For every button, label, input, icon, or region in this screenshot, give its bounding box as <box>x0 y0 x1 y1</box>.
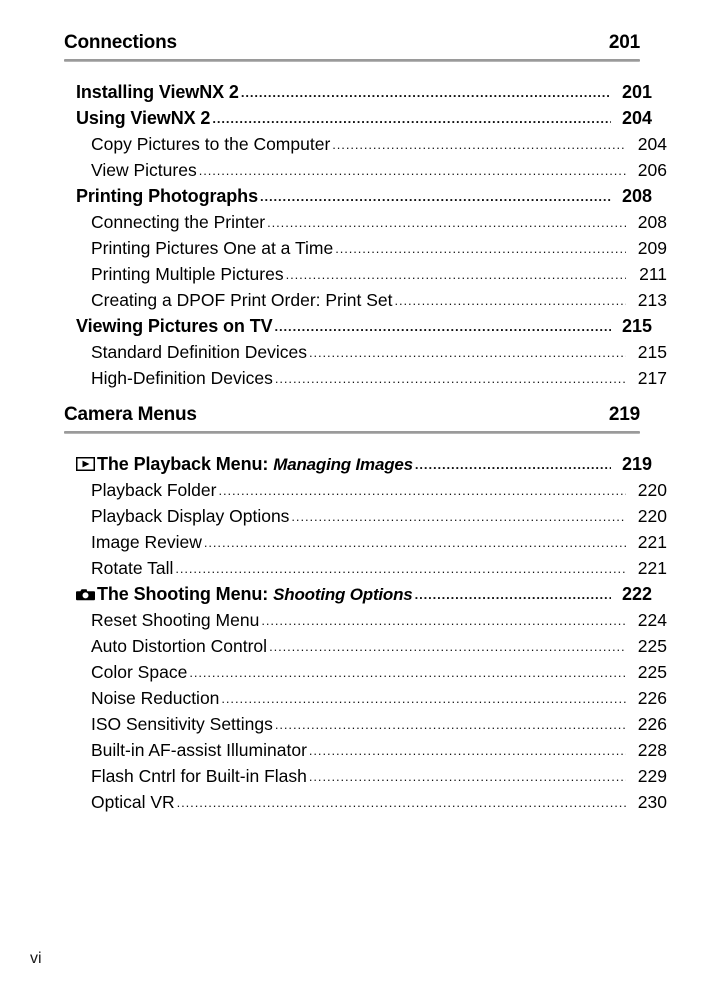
toc-entry[interactable] <box>64 659 667 685</box>
dot-leader <box>309 764 626 790</box>
toc-entry-page-number: 230 <box>637 792 667 812</box>
playback-icon <box>76 457 97 471</box>
toc-entry-label <box>91 503 289 529</box>
dot-leader <box>415 452 611 478</box>
dot-leader <box>260 184 611 210</box>
toc-entry-title: Creating a DPOF Print Order: Print Set <box>91 290 393 310</box>
dot-leader <box>189 660 626 686</box>
dot-leader <box>291 504 626 530</box>
toc-entry[interactable] <box>64 685 667 711</box>
toc-entry-subtitle: Shooting Options <box>273 585 413 604</box>
toc-entry-label <box>91 529 202 555</box>
section-page-number: 201 <box>608 32 640 53</box>
toc-entry-subtitle: Managing Images <box>273 455 413 474</box>
toc-entry[interactable] <box>64 313 652 339</box>
dot-leader <box>177 790 626 816</box>
toc-entry-title: Playback Folder <box>91 480 217 500</box>
toc-entry-title: Optical VR <box>91 792 175 812</box>
toc-entry-page-number: 226 <box>637 714 667 734</box>
toc-entry-label <box>91 157 197 183</box>
toc-entry[interactable] <box>64 529 667 555</box>
toc-entry-page-number: 213 <box>637 290 667 310</box>
dot-leader <box>286 262 626 288</box>
toc-entry[interactable] <box>64 131 667 157</box>
toc-entry-label <box>91 711 273 737</box>
toc-entry[interactable] <box>64 183 652 209</box>
toc-entry-label <box>91 685 219 711</box>
toc-entry-page-number: 224 <box>637 610 667 630</box>
toc-entry-page-number: 204 <box>637 134 667 154</box>
dot-leader <box>275 712 626 738</box>
dot-leader <box>332 132 626 158</box>
toc-entry[interactable] <box>64 477 667 503</box>
dot-leader <box>204 530 626 556</box>
dot-leader <box>267 210 626 236</box>
toc-entry-page-number: 229 <box>637 766 667 786</box>
toc-entry[interactable] <box>64 209 667 235</box>
dot-leader <box>269 634 626 660</box>
toc-entry[interactable] <box>64 581 652 607</box>
camera-icon <box>76 587 97 601</box>
toc-entry-label <box>91 633 267 659</box>
toc-entry-title: Rotate Tall <box>91 558 174 578</box>
toc-entry-page-number: 204 <box>621 108 652 128</box>
toc-entry[interactable] <box>64 339 667 365</box>
toc-entry[interactable] <box>64 105 652 131</box>
toc-entry-list-connections <box>64 79 667 391</box>
section-divider <box>64 59 640 62</box>
toc-entry-page-number: 211 <box>639 264 667 284</box>
dot-leader <box>415 582 611 608</box>
toc-entry-title: Image Review <box>91 532 202 552</box>
section-camera-menus <box>64 404 640 434</box>
toc-entry-title: Connecting the Printer <box>91 212 266 232</box>
toc-entry-page-number: 215 <box>637 342 667 362</box>
dot-leader <box>395 288 627 314</box>
toc-entry-title: Printing Multiple Pictures <box>91 264 284 284</box>
toc-entry-title: View Pictures <box>91 160 197 180</box>
toc-entry[interactable] <box>64 235 667 261</box>
section-header <box>64 404 640 426</box>
section-title: Camera Menus <box>64 404 197 425</box>
section-page-number: 219 <box>608 404 640 425</box>
toc-entry-title: High-Definition Devices <box>91 368 273 388</box>
toc-entry[interactable] <box>64 157 667 183</box>
toc-entry-title: The Shooting Menu: <box>97 584 269 604</box>
toc-entry[interactable] <box>64 79 652 105</box>
toc-entry-page-number: 221 <box>637 558 667 578</box>
section-title: Connections <box>64 32 177 53</box>
toc-entry-page-number: 225 <box>637 636 667 656</box>
dot-leader <box>212 106 611 132</box>
toc-entry-label <box>76 451 413 478</box>
toc-entry-title: Printing Pictures One at a Time <box>91 238 334 258</box>
toc-entry-label <box>76 79 239 105</box>
toc-entry[interactable] <box>64 365 667 391</box>
toc-entry[interactable] <box>64 555 667 581</box>
toc-entry-page-number: 225 <box>637 662 667 682</box>
toc-entry-label <box>91 261 284 287</box>
dot-leader <box>261 608 626 634</box>
toc-entry-label <box>91 365 273 391</box>
toc-entry-title: Installing ViewNX 2 <box>76 82 239 102</box>
toc-entry[interactable] <box>64 287 667 313</box>
toc-entry-title: The Playback Menu: <box>97 454 269 474</box>
toc-entry[interactable] <box>64 451 652 477</box>
dot-leader <box>309 340 626 366</box>
toc-entry-title: Flash Cntrl for Built-in Flash <box>91 766 307 786</box>
section-connections <box>64 32 640 62</box>
toc-entry-title: Using ViewNX 2 <box>76 108 211 128</box>
section-header <box>64 32 640 54</box>
toc-entry-title: Printing Photographs <box>76 186 258 206</box>
toc-entry[interactable] <box>64 261 667 287</box>
toc-entry-page-number: 226 <box>637 688 667 708</box>
toc-entry-page-number: 208 <box>637 212 667 232</box>
toc-entry-page-number: 208 <box>621 186 652 206</box>
toc-entry-label <box>76 313 273 339</box>
toc-entry-page-number: 206 <box>637 160 667 180</box>
toc-entry[interactable] <box>64 607 667 633</box>
toc-entry-page-number: 215 <box>621 316 652 336</box>
toc-entry-label <box>91 339 307 365</box>
toc-entry[interactable] <box>64 737 667 763</box>
toc-entry-page-number: 220 <box>637 506 667 526</box>
toc-entry-page-number: 219 <box>621 454 652 474</box>
toc-entry-label <box>91 209 265 235</box>
toc-entry-page-number: 220 <box>637 480 667 500</box>
toc-entry-list-camera-menus <box>64 451 667 815</box>
toc-entry-page-number: 222 <box>621 584 652 604</box>
toc-entry[interactable] <box>64 711 667 737</box>
toc-entry-title: Color Space <box>91 662 188 682</box>
toc-entry-label <box>76 581 413 608</box>
toc-entry-label <box>91 555 173 581</box>
toc-entry-title: Standard Definition Devices <box>91 342 307 362</box>
toc-entry-label <box>91 607 259 633</box>
toc-entry-title: Viewing Pictures on TV <box>76 316 273 336</box>
dot-leader <box>241 80 611 106</box>
toc-entry-title: Reset Shooting Menu <box>91 610 260 630</box>
toc-entry[interactable] <box>64 633 667 659</box>
toc-entry-page-number: 209 <box>637 238 667 258</box>
toc-entry-title: Built-in AF-assist Illuminator <box>91 740 307 760</box>
dot-leader <box>309 738 626 764</box>
dot-leader <box>221 686 626 712</box>
toc-entry-label <box>76 105 210 131</box>
toc-entry-label <box>91 287 393 313</box>
toc-entry-label <box>91 763 307 789</box>
toc-entry-title: Noise Reduction <box>91 688 220 708</box>
dot-leader <box>275 314 611 340</box>
toc-entry-title: ISO Sensitivity Settings <box>91 714 273 734</box>
dot-leader <box>335 236 626 262</box>
toc-entry[interactable] <box>64 789 667 815</box>
toc-entry-title: Playback Display Options <box>91 506 290 526</box>
toc-entry[interactable] <box>64 503 667 529</box>
toc-entry-title: Copy Pictures to the Computer <box>91 134 331 154</box>
toc-entry-label <box>91 789 175 815</box>
toc-entry-label <box>91 235 333 261</box>
dot-leader <box>175 556 626 582</box>
page-folio: vi <box>30 950 42 967</box>
toc-entry-label <box>91 737 307 763</box>
toc-entry-label <box>91 477 216 503</box>
toc-entry-page-number: 201 <box>621 82 652 102</box>
section-divider <box>64 431 640 434</box>
toc-entry[interactable] <box>64 763 667 789</box>
dot-leader <box>275 366 626 392</box>
toc-entry-label <box>91 659 187 685</box>
toc-entry-page-number: 221 <box>637 532 667 552</box>
toc-entry-label <box>91 131 330 157</box>
toc-entry-title: Auto Distortion Control <box>91 636 268 656</box>
dot-leader <box>218 478 626 504</box>
toc-entry-page-number: 217 <box>637 368 667 388</box>
toc-entry-label <box>76 183 258 209</box>
toc-entry-page-number: 228 <box>637 740 667 760</box>
dot-leader <box>199 158 626 184</box>
